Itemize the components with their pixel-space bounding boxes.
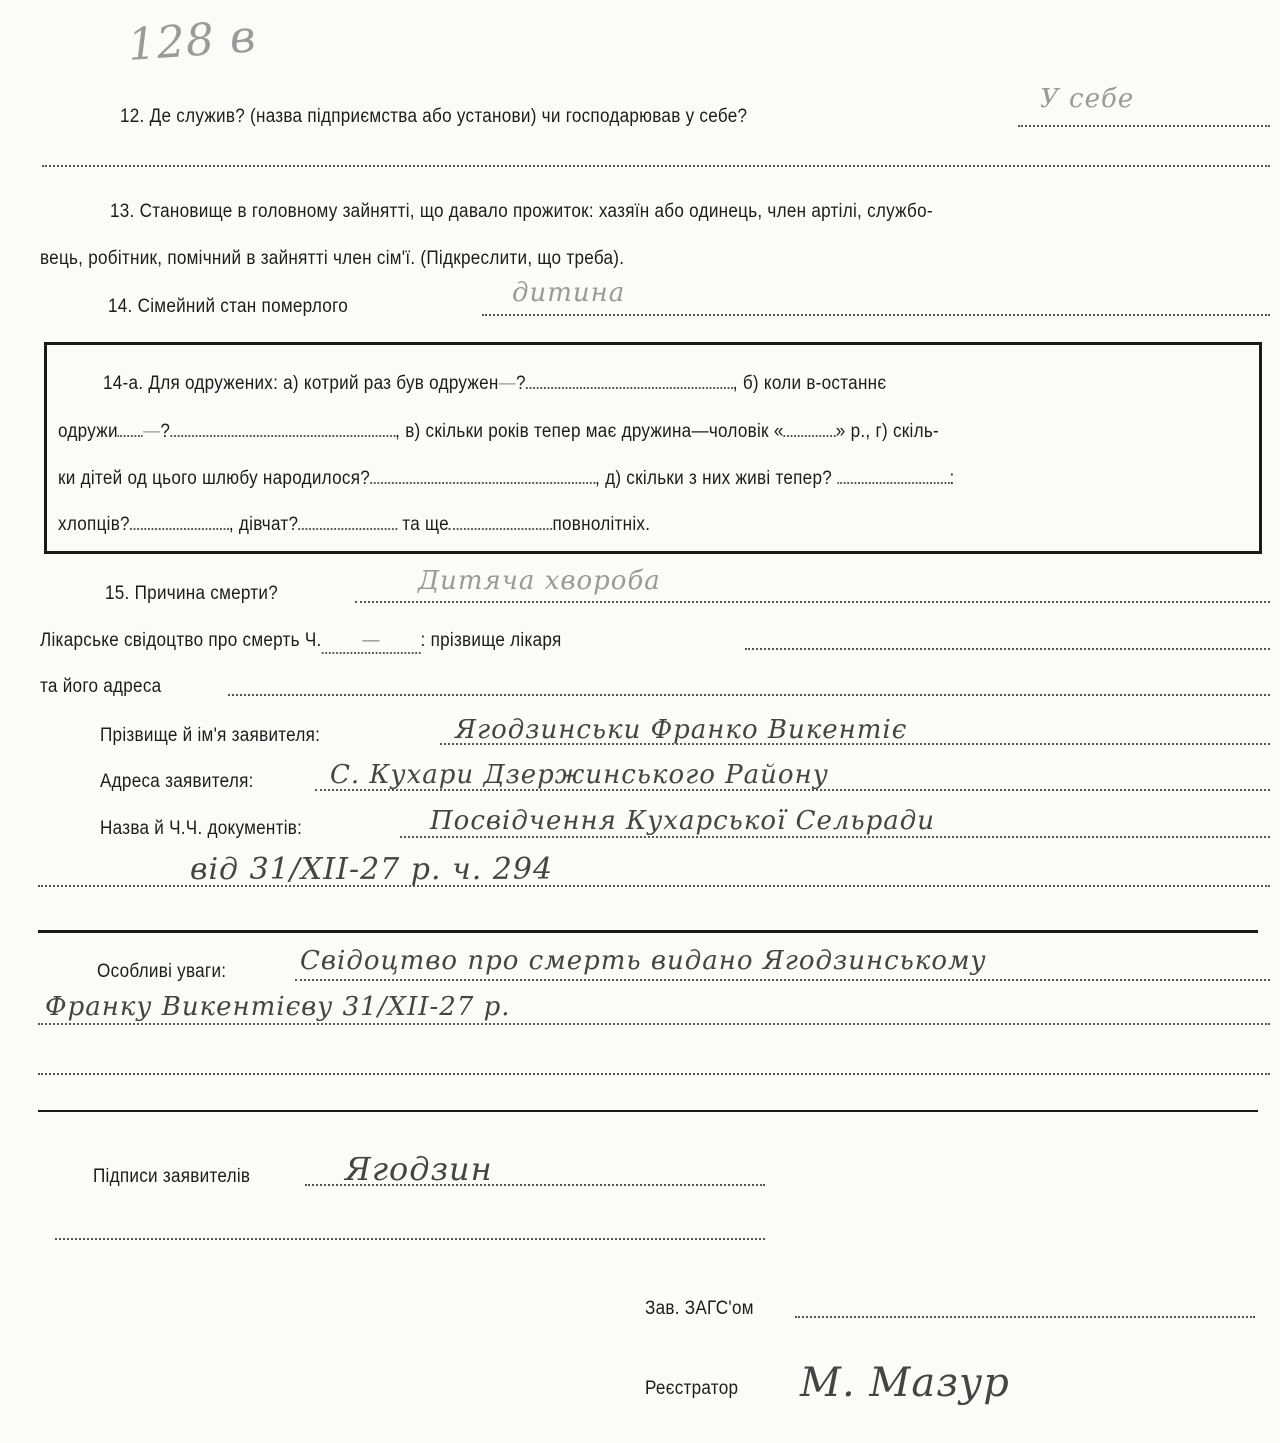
- remarks-line-3: [38, 1073, 1270, 1075]
- section-divider-2: [38, 1110, 1258, 1112]
- q15-answer[interactable]: Дитяча хвороба: [418, 566, 661, 596]
- remarks-line-2: [38, 1023, 1270, 1025]
- q14a-line1: 14-а. Для одружених: а) котрий раз був одружен—? , б) коли в-останнє: [103, 373, 887, 394]
- documents-line: [400, 836, 1270, 838]
- q14a-line3: ки дітей од цього шлюбу народилося? , д) скільки з них живі тепер? :: [58, 468, 955, 489]
- remarks-label: Особливі уваги:: [97, 961, 227, 982]
- remarks-line: [295, 979, 1270, 981]
- q13-line2: вець, робітник, помічний в зайнятті член сім'ї. (Підкреслити, що треба).: [40, 248, 625, 269]
- q12-field-line: [1018, 125, 1270, 127]
- zags-head-line: [795, 1316, 1255, 1318]
- q12-extra-line: [42, 165, 1270, 167]
- remarks-value-2[interactable]: Франку Викентієву 31/XII-27 р.: [45, 992, 511, 1022]
- q14-label: 14. Сімейний стан померлого: [108, 296, 348, 317]
- registrar-signature[interactable]: М. Мазур: [800, 1360, 1010, 1406]
- q14-answer[interactable]: дитина: [512, 278, 626, 308]
- signatures-line-2: [55, 1238, 765, 1240]
- documents-value[interactable]: Посвідчення Кухарської Сельради: [430, 806, 935, 836]
- section-divider: [38, 930, 1258, 933]
- q14-field-line: [482, 314, 1270, 316]
- documents-line-2: [38, 885, 1270, 887]
- q14a-line4: хлопців? , дівчат? та ще повнолітніх.: [58, 514, 651, 535]
- doctor-certificate-label: Лікарське свідоцтво про смерть Ч. — : прізвище лікаря: [40, 630, 562, 654]
- q15-field-line: [355, 601, 1270, 603]
- q15-label: 15. Причина смерти?: [105, 583, 279, 604]
- documents-value-2[interactable]: від 31/XII-27 р. ч. 294: [190, 852, 554, 887]
- applicant-name-value[interactable]: Ягодзинськи Франко Викентіє: [455, 715, 908, 745]
- q14a-line2: одружи —? , в) скільки років тепер має дружина—чоловік « » р., г) скіль-: [58, 421, 939, 442]
- doctor-address-label: та його адреса: [40, 676, 162, 697]
- q12-answer[interactable]: У себе: [1040, 84, 1135, 114]
- documents-label: Назва й Ч.Ч. документів:: [100, 818, 303, 839]
- remarks-value[interactable]: Свідоцтво про смерть видано Ягодзинському: [300, 946, 987, 976]
- doctor-address-line: [228, 694, 1270, 696]
- archive-mark: 128 в: [126, 11, 259, 71]
- applicant-address-value[interactable]: С. Кухари Дзержинського Району: [330, 760, 829, 790]
- doctor-field-line: [745, 648, 1270, 650]
- q13-line1: 13. Становище в головному зайнятті, що давало прожиток: хазяїн або одинець, член артілі, службо-: [110, 201, 933, 222]
- q12-label: 12. Де служив? (назва підприємства або установи) чи господарював у себе?: [120, 106, 748, 127]
- applicant-signature[interactable]: Ягодзин: [345, 1150, 493, 1188]
- registrar-label: Реєстратор: [645, 1378, 739, 1399]
- zags-head-label: Зав. ЗАГС'ом: [645, 1298, 754, 1319]
- signatures-label: Підписи заявителів: [93, 1166, 251, 1187]
- applicant-name-label: Прізвище й ім'я заявителя:: [100, 725, 321, 746]
- applicant-address-label: Адреса заявителя:: [100, 771, 254, 792]
